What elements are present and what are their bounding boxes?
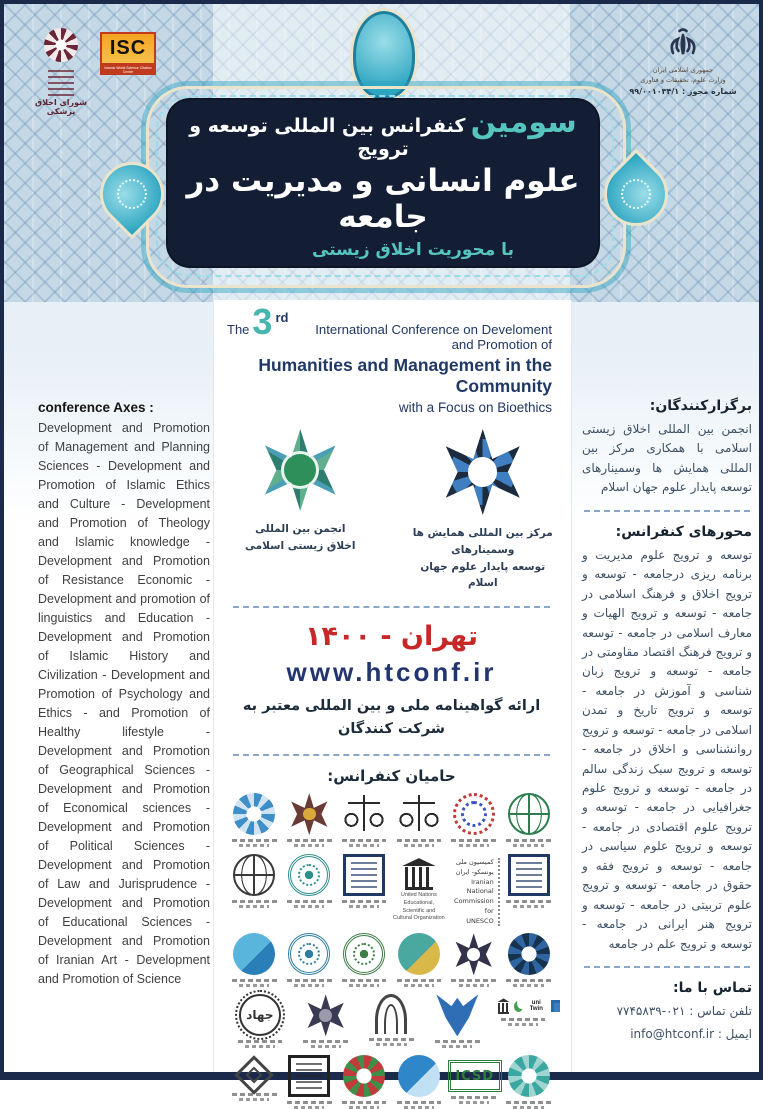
conference-axes-heading-en: conference Axes : bbox=[38, 400, 154, 415]
medical-council-caption: شورای اخلاق پزشکی bbox=[34, 98, 88, 116]
organizer-logos-row bbox=[227, 429, 556, 592]
title-line3: with a Focus on Bioethics bbox=[398, 400, 552, 415]
city-year: تهران - ۱۴۰۰ bbox=[305, 621, 478, 653]
org1-caption-line2: اخلاق زیستی اسلامی bbox=[245, 539, 356, 552]
sponsor-logo-green-calligraphy-circle-icon bbox=[343, 933, 385, 975]
sponsor-logo-dark-octagon-icon bbox=[453, 933, 495, 975]
sponsor-caption-squiggle bbox=[513, 844, 543, 847]
sponsor-logo-bioethics-society-icon bbox=[233, 793, 275, 835]
sponsor-logo-compass-mandala bbox=[283, 933, 335, 987]
main-title-plaque bbox=[168, 100, 598, 266]
title-line2: Humanities and Management in the Community bbox=[258, 355, 552, 396]
sponsor-caption-squiggle bbox=[506, 979, 551, 982]
contact-block bbox=[582, 980, 752, 1045]
sponsor-logo-qom-university-icon bbox=[508, 933, 550, 975]
org2-caption-line2: توسعه پایدار علوم جهان اسلام bbox=[420, 560, 546, 590]
sponsor-logo-blue-wave-circle bbox=[228, 933, 280, 987]
unesco-chair-cluster-icons bbox=[497, 998, 561, 1014]
sponsor-logo-justice-scales-1-icon bbox=[343, 793, 385, 835]
unesco-building-icon bbox=[497, 998, 510, 1014]
sponsors-row bbox=[227, 933, 556, 987]
plaque-line1-rest: کنفرانس بین المللی توسعه و ترویج bbox=[189, 115, 466, 161]
sponsor-caption-squiggle bbox=[513, 905, 543, 908]
sponsor-caption-squiggle bbox=[239, 905, 269, 908]
sponsor-caption-squiggle bbox=[342, 839, 387, 842]
sponsor-logo-justice-scales-2-icon bbox=[398, 793, 440, 835]
title-ordinal-suffix: rd bbox=[275, 310, 289, 325]
contact-heading: تماس با ما: bbox=[672, 979, 752, 996]
sponsor-logo-tulip-outline-icon bbox=[235, 1056, 275, 1096]
sponsor-logo-arch-university-icon bbox=[375, 994, 407, 1034]
sponsor-logo-dark-star-mandala bbox=[300, 994, 352, 1048]
sponsor-caption-squiggle bbox=[513, 984, 543, 987]
iran-emblem-icon bbox=[663, 26, 703, 66]
sponsor-logo-unesco-commission-text: کمیسیون ملی یونسکو- ایران Iranian National Commission for UNESCO bbox=[448, 858, 500, 926]
sponsor-caption-squiggle bbox=[239, 984, 269, 987]
divider-dashed bbox=[233, 606, 550, 608]
sponsor-caption-squiggle bbox=[397, 839, 442, 842]
sponsor-caption-squiggle bbox=[239, 1098, 269, 1101]
plaque-subtitle: با محوریت اخلاق زیستی bbox=[312, 239, 514, 260]
sponsor-caption-squiggle bbox=[404, 844, 434, 847]
sponsor-caption-squiggle bbox=[287, 1101, 332, 1104]
contact-email[interactable]: ایمیل : info@htconf.ir bbox=[630, 1027, 752, 1042]
conference-center-star-icon bbox=[440, 429, 526, 515]
sponsor-caption-squiggle bbox=[232, 839, 277, 842]
sponsors-row bbox=[227, 1055, 556, 1109]
sponsor-logo-isesco-icon bbox=[508, 793, 550, 835]
sponsor-logo-red-green-flower bbox=[338, 1055, 390, 1109]
blue-tile-icon bbox=[550, 999, 561, 1013]
sponsor-caption-squiggle bbox=[349, 905, 379, 908]
sponsor-logo-tulip-outline bbox=[228, 1055, 280, 1101]
sponsor-logo-teal-mandala-icon bbox=[288, 854, 330, 896]
certificate-line1: ارائه گواهینامه ملی و بین المللی معتبر به bbox=[242, 698, 541, 715]
plaque-ordinal: سومین bbox=[470, 105, 577, 141]
conference-axes-body-en: Development and Promotion of Management and Planning Sciences - Development and Promotion of Islamic Ethics and Culture - Development and Promotion of Theology and Islamic knowledge - Development and Promotion of Resistance Economic - Development and promotion of linguistics and Education - Development and Promotion of Islamic History and Civilization - Development and Promotion of Psychology and Ethics - and Promotion of Healthy lifestyle - Development and Promotion of Geographical Sciences - Development and Promotion of Economical sciences - Development and Promotion of Political Sciences - Development and Promotion of Law and Jurisprudence - Development and Promotion of Educational Sciences - Development and Promotion of Iranian Art - Development and Promotion of Science bbox=[38, 421, 210, 986]
sponsor-logo-globe-hands-icon bbox=[233, 854, 275, 896]
divider-dashed bbox=[233, 754, 550, 756]
sponsor-logo-isesco bbox=[503, 793, 555, 847]
sponsor-logo-teal-flower-icon bbox=[508, 1055, 550, 1097]
sponsor-caption-squiggle bbox=[238, 1040, 283, 1043]
sponsor-caption-squiggle bbox=[506, 900, 551, 903]
sponsor-caption-squiggle bbox=[287, 979, 332, 982]
sponsor-caption-squiggle bbox=[397, 979, 442, 982]
sponsor-logo-law-wreath bbox=[448, 793, 500, 847]
sponsor-caption-squiggle bbox=[232, 979, 277, 982]
organizer-logo-conference-center bbox=[410, 429, 557, 592]
sponsor-caption-squiggle bbox=[397, 1101, 442, 1104]
sponsor-caption-squiggle bbox=[451, 979, 496, 982]
sponsor-caption-squiggle bbox=[376, 1043, 406, 1046]
sponsor-caption-squiggle bbox=[508, 1023, 538, 1026]
sponsor-logo-beheshti-calligraphy-1 bbox=[338, 854, 390, 908]
sponsor-caption-squiggle bbox=[501, 1018, 546, 1021]
medical-council-emblem-icon bbox=[44, 28, 78, 62]
sponsor-logo-bioethics-society bbox=[228, 793, 280, 847]
islamic-bioethics-association-icon bbox=[259, 429, 341, 511]
sponsor-logo-teal-gold-circle-icon bbox=[398, 933, 440, 975]
sponsor-logo-compass-mandala-icon bbox=[288, 933, 330, 975]
certificate-note bbox=[227, 695, 556, 740]
certificate-line2: شرکت کنندگان bbox=[337, 720, 445, 737]
sponsor-logo-beheshti-calligraphy-1-icon bbox=[343, 854, 385, 896]
conference-axes-heading-fa: محورهای کنفرانس: bbox=[615, 523, 752, 540]
sponsor-caption-squiggle bbox=[232, 900, 277, 903]
sponsor-caption-squiggle bbox=[369, 1038, 414, 1041]
iran-emblem-block bbox=[623, 26, 743, 96]
sponsor-caption-squiggle bbox=[459, 1101, 489, 1104]
sponsors-row bbox=[227, 793, 556, 847]
sponsor-logo-beheshti-calligraphy-2-icon bbox=[508, 854, 550, 896]
sponsor-logo-jahad bbox=[234, 994, 286, 1048]
title-line1: International Conference on Develoment and Promotion of bbox=[315, 322, 552, 352]
sponsor-logo-jahad-icon: جهاد bbox=[239, 994, 281, 1036]
sponsor-logo-gold-star-icon bbox=[288, 793, 330, 835]
sponsor-logo-law-wreath-icon bbox=[453, 793, 495, 835]
isc-label: ISC bbox=[100, 32, 156, 65]
sponsor-logo-dark-octagon bbox=[448, 933, 500, 987]
sponsor-logo-blue-wave-circle-icon bbox=[233, 933, 275, 975]
sponsors-heading: حامیان کنفرانس: bbox=[327, 767, 456, 786]
org2-caption-line1: مرکز بین المللی همایش ها وسمینارهای bbox=[412, 527, 553, 556]
sponsor-logo-dark-knot-square bbox=[283, 1055, 335, 1109]
sponsor-logo-green-calligraphy-circle bbox=[338, 933, 390, 987]
center-column bbox=[213, 300, 570, 1084]
sponsor-caption-squiggle bbox=[342, 900, 387, 903]
sponsor-caption-squiggle bbox=[349, 984, 379, 987]
sponsors-grid bbox=[227, 793, 556, 1109]
sponsor-caption-squiggle bbox=[404, 984, 434, 987]
sponsor-caption-squiggle bbox=[303, 1040, 348, 1043]
sponsor-logo-unesco bbox=[393, 854, 445, 923]
sponsor-logo-dark-knot-square-icon bbox=[288, 1055, 330, 1097]
plaque-title-line2: علوم انسانی و مدیریت در جامعه bbox=[186, 163, 580, 235]
sponsor-logo-icsd bbox=[448, 1055, 500, 1104]
sponsor-caption-squiggle bbox=[245, 1045, 275, 1048]
sponsor-caption-squiggle bbox=[311, 1045, 341, 1048]
sponsor-logo-globe-hands bbox=[228, 854, 280, 908]
organizers-heading: برگزارکنندگان: bbox=[649, 398, 752, 414]
contact-phone: تلفن تماس : ۰۲۱-۷۷۴۵۸۳۹ bbox=[616, 1003, 752, 1018]
sponsor-logo-icsd-icon: ICSD bbox=[448, 1060, 502, 1092]
sponsor-logo-unesco-commission bbox=[448, 854, 500, 926]
sponsor-logo-dark-star-mandala-icon bbox=[305, 994, 347, 1036]
sponsors-row bbox=[227, 994, 556, 1048]
sponsor-logo-justice-scales-1 bbox=[338, 793, 390, 847]
organizer-logo-bioethics bbox=[227, 429, 374, 592]
sponsor-logo-blue-swirl bbox=[393, 1055, 445, 1109]
website-url[interactable]: www.htconf.ir bbox=[286, 657, 497, 688]
sponsor-caption-squiggle bbox=[349, 844, 379, 847]
sponsor-logo-unesco-chair-cluster bbox=[497, 994, 549, 1026]
sponsor-logo-unesco-icon bbox=[400, 858, 438, 890]
sponsor-caption-squiggle bbox=[506, 1101, 551, 1104]
unitwin-label: uni Twin bbox=[529, 1000, 543, 1013]
sponsors-row bbox=[227, 854, 556, 926]
sponsor-caption-squiggle bbox=[287, 900, 332, 903]
divider-dashed bbox=[584, 510, 750, 512]
sponsor-caption-squiggle bbox=[459, 844, 489, 847]
sponsor-logo-blue-swirl-icon bbox=[398, 1055, 440, 1097]
sponsor-caption-squiggle bbox=[287, 839, 332, 842]
sponsor-logo-arch-university bbox=[365, 994, 417, 1046]
sponsor-caption-squiggle bbox=[294, 905, 324, 908]
sponsor-logo-azad-university-eagle bbox=[431, 994, 483, 1048]
isc-subtitle: Islamic World Science Citation Center bbox=[100, 65, 156, 75]
right-column-persian bbox=[582, 398, 752, 1070]
sponsor-logo-teal-gold-circle bbox=[393, 933, 445, 987]
english-title-block bbox=[227, 301, 556, 415]
left-column-english-axes bbox=[38, 400, 210, 1068]
sponsor-caption-squiggle bbox=[506, 839, 551, 842]
org1-caption-line1: انجمن بین المللی bbox=[255, 523, 346, 535]
sponsor-logo-beheshti-calligraphy-2 bbox=[503, 854, 555, 908]
conference-axes-body-fa: توسعه و ترویج علوم مدیریت و برنامه ریزی درجامعه - توسعه و ترویج اخلاق و فرهنگ اسلامی در جامعه - توسعه و ترویج الهیات و معارف اسلامی در جامعه - توسعه و ترویج فرهنگ اقتصاد مقاومتی در جامعه - توسعه و ترویج زبان شناسی و آموزش در جامعه - توسعه و ترویج تاریخ و تمدن اسلامی در جامعه - توسعه و ترویج روانشناسی و اخلاق در جامعه - توسعه و ترویج سبک زندگی سالم در جامعه - توسعه و ترویج علوم جغرافیایی در جامعه - توسعه و ترویج علوم اقتصادی در جامعه - توسعه و ترویج علوم سیاسی در جامعه - توسعه و ترویج فقه و حقوق در جامعه - توسعه و ترویج علوم تربیتی در جامعه - توسعه و ترویج هنر ایرانی در جامعه - توسعه و ترویج علم در جامعه bbox=[582, 547, 752, 951]
sponsor-caption-squiggle bbox=[459, 984, 489, 987]
sponsor-caption-squiggle bbox=[342, 979, 387, 982]
sponsor-logo-red-green-flower-icon bbox=[343, 1055, 385, 1097]
sponsor-logo-azad-university-eagle-icon bbox=[436, 994, 478, 1036]
sponsor-caption-squiggle bbox=[451, 839, 496, 842]
iran-emblem-line2: وزارت علوم، تحقیقات و فناوری bbox=[640, 75, 726, 84]
isc-badge bbox=[100, 32, 156, 75]
title-ordinal-number: 3 bbox=[252, 301, 273, 342]
sponsor-caption-squiggle bbox=[451, 1096, 496, 1099]
license-number: شماره مجوز : ۹۹/۰۰۱۰۳۴/۱ bbox=[629, 86, 737, 96]
sponsor-logo-teal-flower bbox=[503, 1055, 555, 1109]
title-the: The bbox=[227, 322, 250, 337]
organizers-body: انجمن بین المللی اخلاق زیستی اسلامی با همکاری مرکز بین المللی همایش ها وسمینارهای توسعه پایدار علوم جهان اسلام bbox=[582, 422, 752, 495]
sponsor-caption-squiggle bbox=[239, 844, 269, 847]
iran-emblem-line1: جمهوری اسلامی ایران bbox=[652, 66, 714, 74]
sponsor-logo-qom-university bbox=[503, 933, 555, 987]
sponsor-logo-gold-star bbox=[283, 793, 335, 847]
sponsor-logo-teal-mandala bbox=[283, 854, 335, 908]
sponsor-caption-squiggle bbox=[442, 1045, 472, 1048]
header-band bbox=[4, 4, 759, 302]
medical-council-calligraphy bbox=[48, 66, 74, 96]
sponsor-logo-justice-scales-2 bbox=[393, 793, 445, 847]
sponsor-caption-squiggle bbox=[294, 984, 324, 987]
sponsor-logo-unesco-caption-text: United Nations Educational, Scientific and Cultural Organization bbox=[393, 892, 445, 922]
divider-dashed bbox=[584, 966, 750, 968]
medical-ethics-council-logo bbox=[26, 28, 96, 120]
sponsor-caption-squiggle bbox=[435, 1040, 480, 1043]
sponsor-caption-squiggle bbox=[342, 1101, 387, 1104]
plaque-title-line1 bbox=[186, 106, 580, 160]
sponsor-caption-squiggle bbox=[294, 844, 324, 847]
unitwin-crescent-icon bbox=[514, 1001, 523, 1012]
